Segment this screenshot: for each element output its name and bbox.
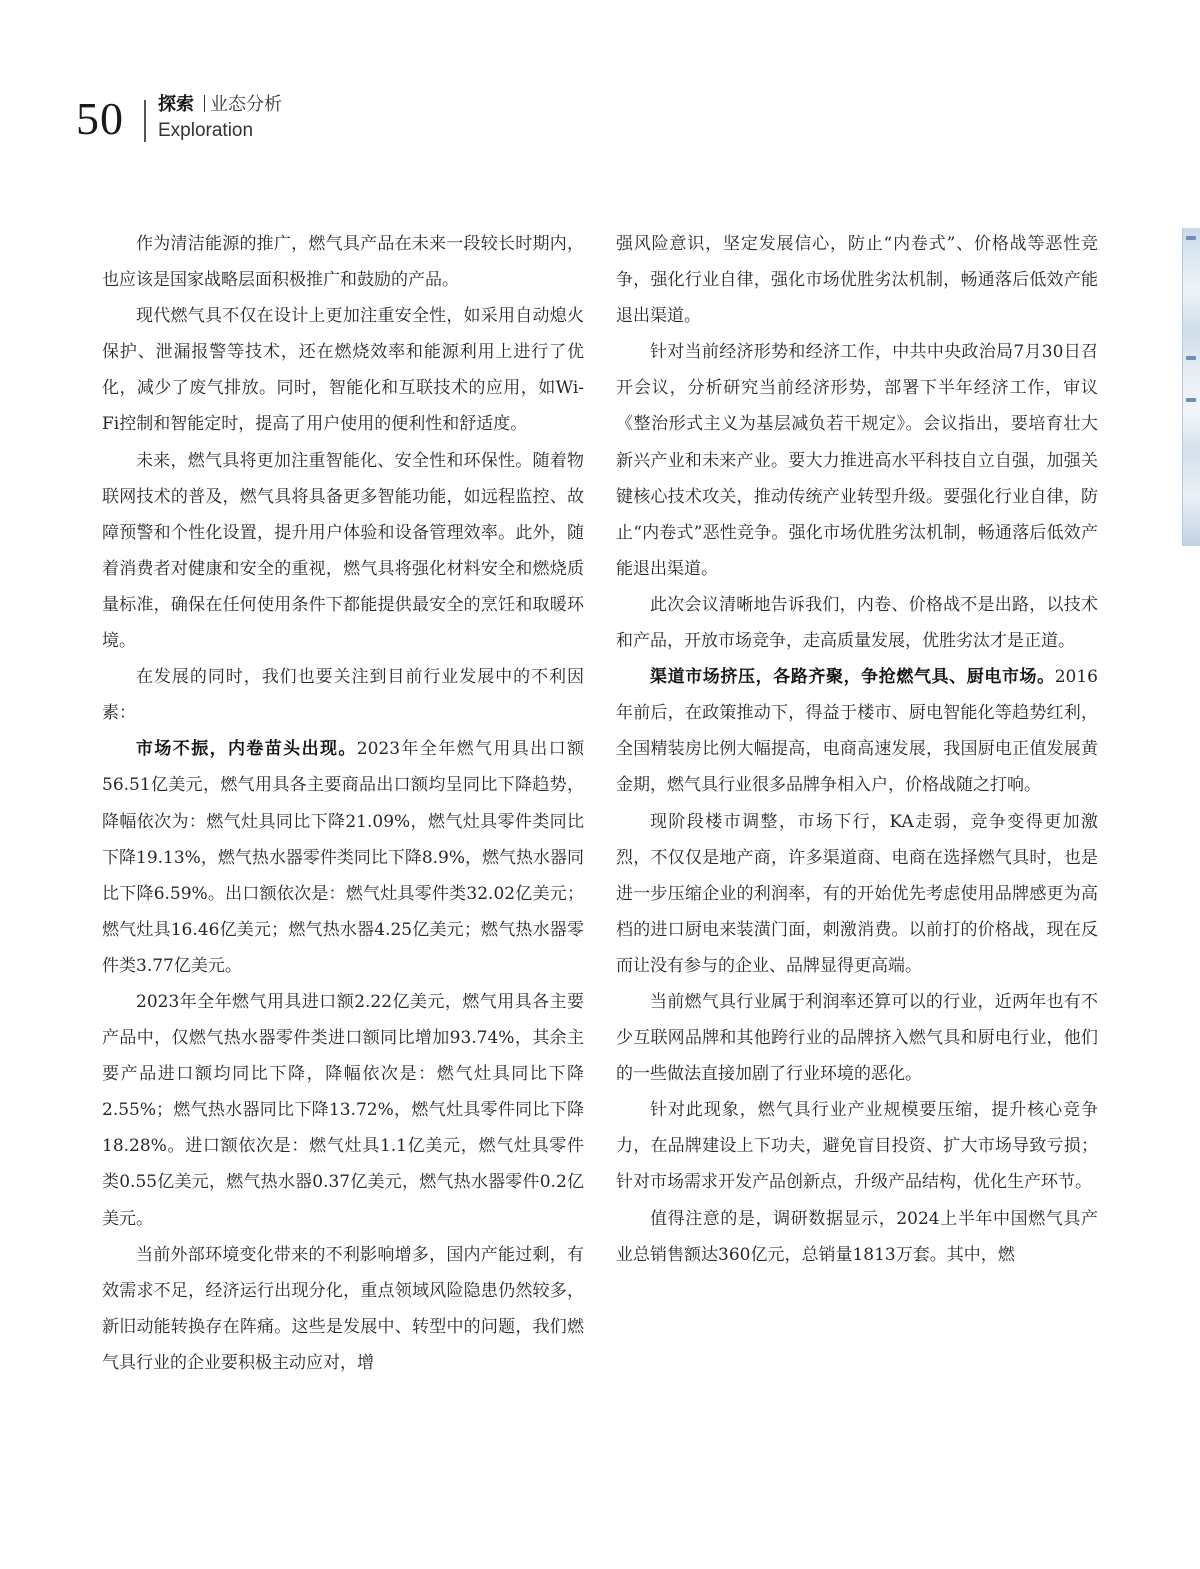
paragraph (102, 1237, 584, 1381)
article-column-right (616, 226, 1098, 1273)
paragraph-text: 在发展的同时，我们也要关注到目前行业发展中的不利因素： (102, 667, 584, 724)
paragraph-text: 当前外部环境变化带来的不利影响增多，国内产能过剩，有效需求不足，经济运行出现分化，重点领域风险隐患仍然较多，新旧动能转换存在阵痛。这些是发展中、转型中的问题，我们燃气具行业的企业要积极主动应对，增 (102, 1244, 584, 1373)
paragraph (616, 1201, 1098, 1273)
paragraph-lead: 市场不振，内卷苗头出现。 (136, 739, 357, 760)
edge-photo-mark (1186, 398, 1196, 402)
paragraph-text: 未来，燃气具将更加注重智能化、安全性和环保性。随着物联网技术的普及，燃气具将具备更多智能功能，如远程监控、故障预警和个性化设置，提升用户体验和设备管理效率。此外，随着消费者对健康和安全的重视，燃气具将强化材料安全和燃烧质量标准，确保在任何使用条件下都能提供最安全的烹饪和取暖环境。 (102, 450, 584, 652)
paragraph (616, 659, 1098, 803)
paragraph (616, 334, 1098, 587)
paragraph (102, 443, 584, 660)
paragraph (616, 984, 1098, 1092)
paragraph-text: 现阶段楼市调整，市场下行，KA走弱，竞争变得更加激烈，不仅仅是地产商，许多渠道商、电商在选择燃气具时，也是进一步压缩企业的利润率，有的开始优先考虑使用品牌感更为高档的进口厨电来装潢门面，刺激消费。以前打的价格战，现在反而让没有参与的企业、品牌显得更高端。 (616, 811, 1098, 976)
paragraph-text: 针对此现象，燃气具行业产业规模要压缩，提升核心竞争力，在品牌建设上下功夫，避免盲目投资、扩大市场导致亏损；针对市场需求开发产品创新点，升级产品结构，优化生产环节。 (616, 1100, 1098, 1193)
paragraph-text: 作为清洁能源的推广，燃气具产品在未来一段较长时期内，也应该是国家战略层面积极推广和鼓励的产品。 (102, 234, 584, 291)
edge-photo-mark (1186, 236, 1196, 240)
edge-photo-strip (1182, 228, 1200, 546)
section-separator (204, 95, 205, 112)
page-number: 50 (76, 93, 124, 144)
paragraph (616, 804, 1098, 984)
paragraph (616, 1092, 1098, 1200)
paragraph (102, 984, 584, 1237)
paragraph-text: 针对当前经济形势和经济工作，中共中央政治局7月30日召开会议，分析研究当前经济形势，部署下半年经济工作，审议《整治形式主义为基层减负若干规定》。会议指出，要培育壮大新兴产业和未来产业。要大力推进高水平科技自立自强，加强关键核心技术攻关，推动传统产业转型升级。要强化行业自律，防止“内卷式”恶性竞争。强化市场优胜劣汰机制，畅通落后低效产能退出渠道。 (616, 342, 1098, 579)
paragraph-text: 2023年全年燃气用具进口额2.22亿美元，燃气用具各主要产品中，仅燃气热水器零件类进口额同比增加93.74%，其余主要产品进口额均同比下降，降幅依次是：燃气灶具同比下降2.55%；燃气热水器同比下降13.72%，燃气灶具零件同比下降18.28%。进口额依次是：燃气灶具1.1亿美元，燃气灶具零件类0.55亿美元，燃气热水器0.37亿美元，燃气热水器零件0.2亿美元。 (102, 991, 584, 1229)
section-name: 探索 (158, 94, 194, 115)
paragraph-lead: 渠道市场挤压，各路齐聚，争抢燃气具、厨电市场。 (650, 667, 1055, 688)
section-name-english: Exploration (158, 120, 254, 141)
paragraph-text: 现代燃气具不仅在设计上更加注重安全性，如采用自动熄火保护、泄漏报警等技术，还在燃烧效率和能源利用上进行了优化，减少了废气排放。同时，智能化和互联技术的应用，如Wi-Fi控制和智能定时，提高了用户使用的便利性和舒适度。 (102, 306, 584, 435)
section-subtitle: 业态分析 (210, 94, 282, 115)
section-title (158, 94, 282, 116)
paragraph (102, 226, 584, 298)
paragraph-text: 当前燃气具行业属于利润率还算可以的行业，近两年也有不少互联网品牌和其他跨行业的品牌挤入燃气具和厨电行业，他们的一些做法直接加剧了行业环境的恶化。 (616, 991, 1098, 1085)
header-divider (144, 100, 146, 142)
edge-photo-mark (1186, 356, 1196, 360)
paragraph-text: 2023年全年燃气用具出口额56.51亿美元，燃气用具各主要商品出口额均呈同比下降趋势，降幅依次为：燃气灶具同比下降21.09%，燃气灶具零件类同比下降19.13%，燃气热水器零件类同比下降8.9%，燃气热水器同比下降6.59%。出口额依次是：燃气灶具零件类32.02亿美元；燃气灶具16.46亿美元；燃气热水器4.25亿美元；燃气热水器零件类3.77亿美元。 (102, 739, 585, 976)
article-column-left (102, 226, 584, 1381)
paragraph (616, 226, 1098, 334)
paragraph-text: 强风险意识，坚定发展信心，防止“内卷式”、价格战等恶性竞争，强化行业自律，强化市场优胜劣汰机制，畅通落后低效产能退出渠道。 (616, 234, 1098, 327)
paragraph (616, 587, 1098, 659)
paragraph (102, 298, 584, 442)
paragraph (102, 659, 584, 731)
paragraph-text: 值得注意的是，调研数据显示，2024上半年中国燃气具产业总销售额达360亿元，总销量1813万套。其中，燃 (616, 1208, 1098, 1265)
paragraph-text: 2016年前后，在政策推动下，得益于楼市、厨电智能化等趋势红利，全国精装房比例大幅提高，电商高速发展，我国厨电正值发展黄金期，燃气具行业很多品牌争相入户，价格战随之打响。 (616, 667, 1098, 796)
paragraph (102, 731, 584, 984)
paragraph-text: 此次会议清晰地告诉我们，内卷、价格战不是出路，以技术和产品，开放市场竞争，走高质量发展，优胜劣汰才是正道。 (616, 594, 1098, 652)
